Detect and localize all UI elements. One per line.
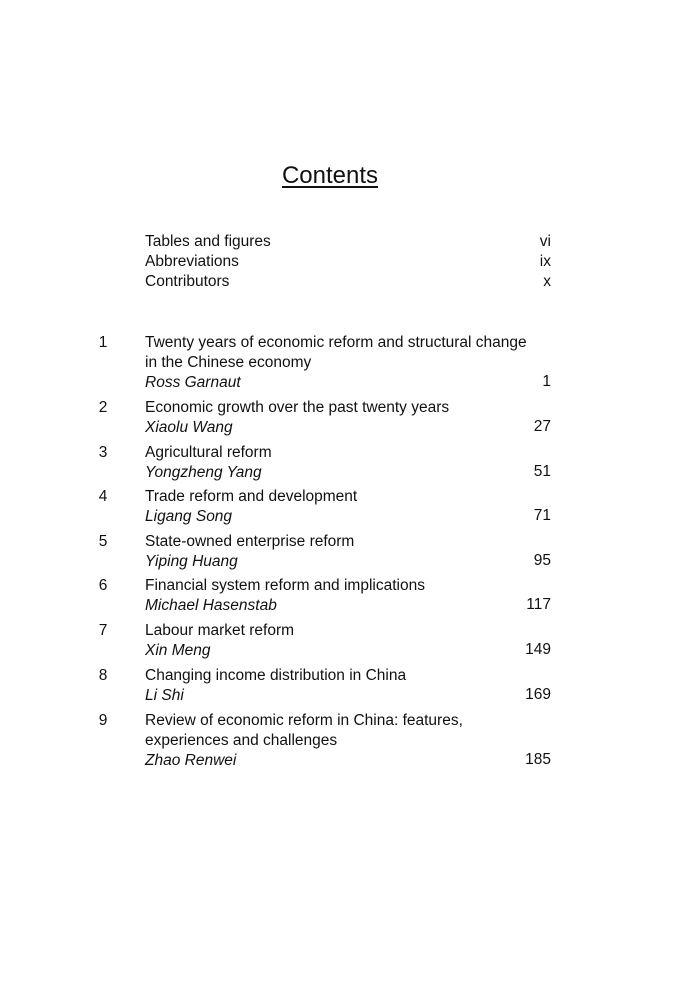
chapter-author: Michael Hasenstab — [145, 597, 277, 614]
chapter-page: 185 — [525, 751, 551, 768]
chapter-number: 7 — [98, 622, 108, 639]
chapter-page: 149 — [525, 641, 551, 658]
chapter-author: Ross Garnaut — [145, 374, 241, 391]
front-matter-page: x — [543, 273, 551, 290]
chapter-title: Changing income distribution in China — [145, 667, 407, 684]
chapter-page: 169 — [525, 686, 551, 703]
chapter-page: 1 — [542, 373, 551, 390]
chapter-number: 6 — [98, 577, 108, 594]
chapter-author: Zhao Renwei — [145, 752, 237, 769]
front-matter-page: vi — [539, 233, 551, 250]
chapter-author: Li Shi — [145, 687, 184, 704]
chapter-title: Agricultural reform — [145, 444, 272, 461]
front-matter-label: Tables and figures — [145, 233, 271, 250]
chapter-title: in the Chinese economy — [145, 354, 312, 371]
chapter-number: 9 — [98, 712, 108, 729]
chapter-title: Economic growth over the past twenty years — [145, 399, 450, 416]
chapter-page: 27 — [533, 418, 551, 435]
chapter-title: experiences and challenges — [145, 732, 338, 749]
front-matter-label: Abbreviations — [145, 253, 239, 270]
chapter-page: 71 — [533, 507, 551, 524]
chapter-number: 2 — [98, 399, 108, 416]
chapter-page: 117 — [526, 596, 551, 613]
chapter-number: 8 — [98, 667, 108, 684]
chapter-page: 95 — [533, 552, 551, 569]
chapter-author: Ligang Song — [145, 508, 233, 525]
chapter-author: Xin Meng — [145, 642, 211, 659]
chapter-author: Yiping Huang — [145, 553, 238, 570]
chapter-number: 1 — [98, 334, 108, 351]
chapter-title: Twenty years of economic reform and structural change — [145, 334, 527, 351]
chapter-author: Xiaolu Wang — [145, 419, 233, 436]
chapter-title: Labour market reform — [145, 622, 295, 639]
chapter-author: Yongzheng Yang — [145, 464, 262, 481]
chapter-number: 3 — [98, 444, 108, 461]
chapter-page: 51 — [533, 463, 551, 480]
chapter-title: Trade reform and development — [145, 488, 358, 505]
page-title: Contents — [281, 162, 379, 189]
front-matter-label: Contributors — [145, 273, 230, 290]
chapter-title: Financial system reform and implications — [145, 577, 425, 594]
chapter-title: Review of economic reform in China: features, — [145, 712, 463, 729]
chapter-title: State-owned enterprise reform — [145, 533, 355, 550]
chapter-number: 5 — [98, 533, 108, 550]
front-matter-page: ix — [539, 253, 551, 270]
chapter-number: 4 — [98, 488, 108, 505]
